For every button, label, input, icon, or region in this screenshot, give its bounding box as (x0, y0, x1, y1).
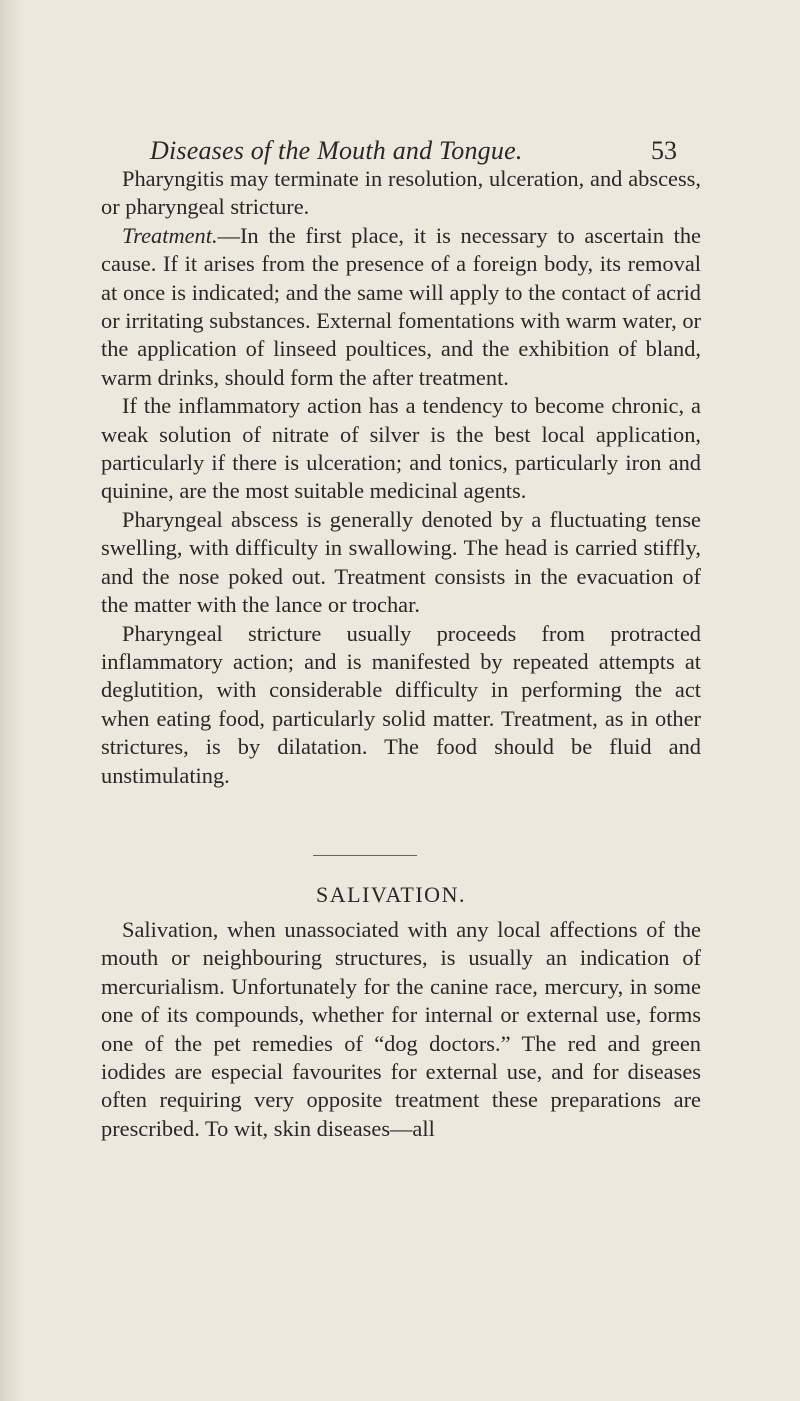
section-salivation (101, 916, 701, 1143)
paragraph-text: Pharyngeal stricture usually proceeds from protracted inflammatory action; and is manifested by repeated attempts at deglutition, with considerable difficulty in performing the act when eating food, particularly solid matter. Treatment, as in other strictures, is by dilatation. The food should be fluid and unstimulating. (101, 620, 701, 788)
section-heading (0, 882, 800, 908)
paragraph-text: —In the first place, it is necessary to ascertain the cause. If it arises from the presence of a foreign body, its removal at once is indicated; and the same will apply to the contact of acrid or irritating substances. External fomentations with warm water, or the application of linseed poultices, and the exhibition of bland, warm drinks, should form the after treatment. (101, 222, 701, 390)
paragraph-treatment (101, 222, 701, 392)
paragraph-text: If the inflammatory action has a tendency to become chronic, a weak solution of nitrate of silver is the best local application, particularly if there is ulceration; and tonics, particularly iron and quinine, are the most suitable medicinal agents. (101, 393, 701, 504)
paragraph-salivation (101, 916, 701, 1143)
paragraph-stricture (101, 620, 701, 790)
running-head: Diseases of the Mouth and Tongue. (150, 136, 523, 165)
paragraph-text: Pharyngeal abscess is generally denoted by a fluctuating tense swelling, with difficulty in swallowing. The head is carried stiffly, and the nose poked out. Treatment consists in the evacuation of the matter with the lance or trochar. (101, 506, 701, 618)
page-number: 53 (651, 136, 677, 165)
paragraph-text: Salivation, when unassociated with any local affections of the mouth or neighbouring structures, is usually an indication of mercurialism. Unfortunately for the canine race, mercury, in some one of its compounds, whether for internal or external use, forms one of the pet remedies of “dog doctors.” The red and green iodides are especial favourites for external use, and for diseases often requiring very opposite treatment these preparations are prescribed. To wit, skin diseases—all (101, 917, 701, 1141)
treatment-lead: Treatment. (122, 222, 218, 248)
paragraph-text: Pharyngitis may terminate in resolution, ulceration, and abscess, or pharyngeal stricture. (101, 166, 701, 220)
paragraph-abscess (101, 506, 701, 620)
page-gutter-shadow (0, 0, 22, 1401)
section-pharyngitis (101, 165, 701, 790)
paragraph-chronic (101, 392, 701, 506)
section-divider (313, 855, 417, 856)
paragraph-terminations (101, 165, 701, 222)
section-heading-text: SALIVATION. (316, 882, 466, 907)
